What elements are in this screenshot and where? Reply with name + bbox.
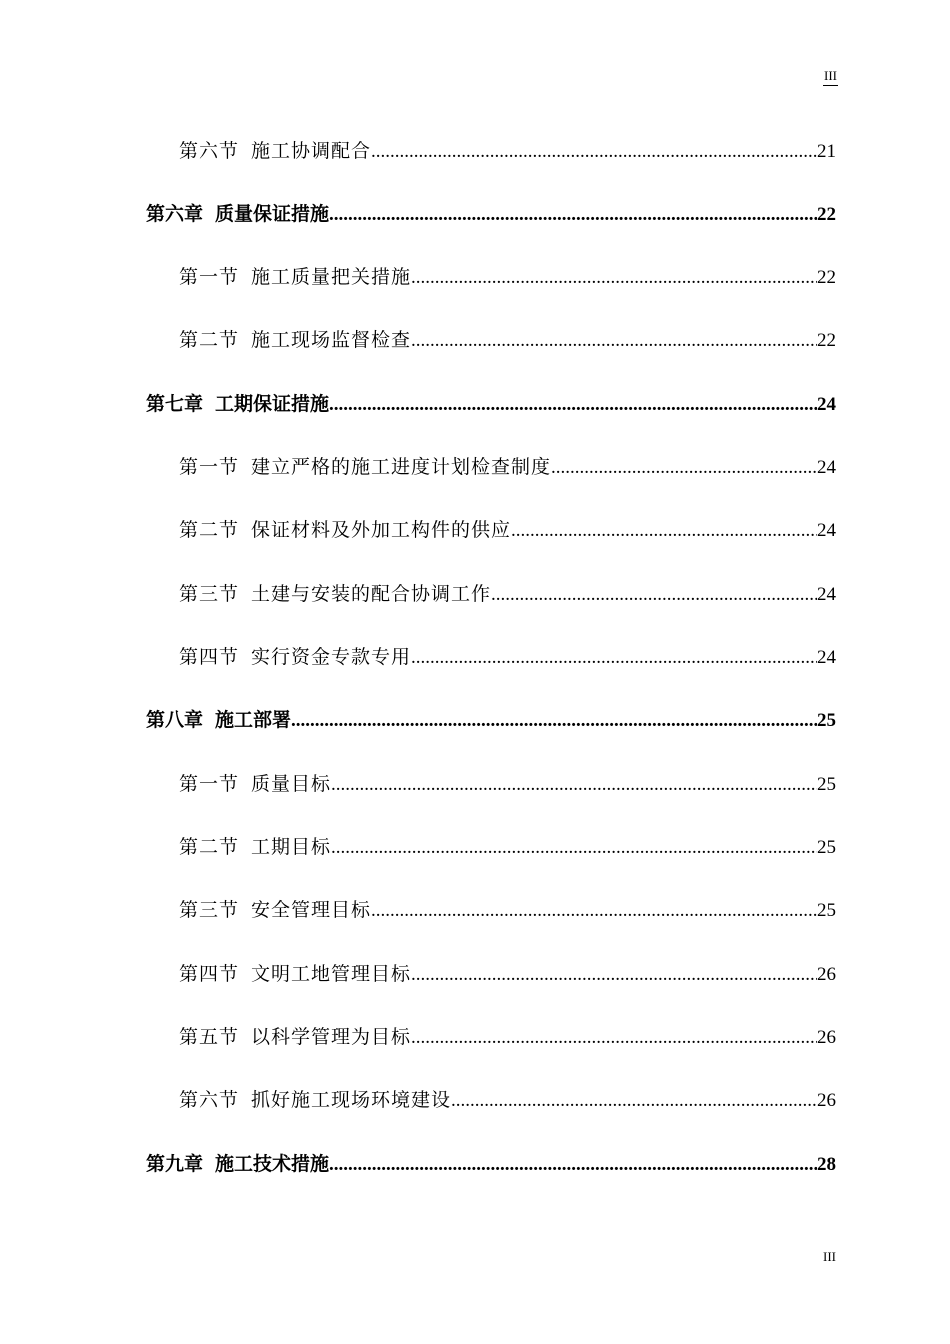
toc-entry-page: 26 <box>817 964 836 985</box>
toc-entry-page: 26 <box>817 1090 836 1111</box>
toc-leader-dots <box>411 644 817 671</box>
toc-leader-dots <box>451 1087 817 1114</box>
toc-entry-label: 第八章 <box>146 709 204 731</box>
footer-page-number: III <box>823 1249 836 1264</box>
toc-leader-dots <box>331 834 817 861</box>
toc-leader-dots <box>291 707 817 734</box>
toc-entry-label: 第六章 <box>146 203 204 225</box>
toc-entry[interactable] <box>179 1023 836 1051</box>
toc-chapter[interactable] <box>146 200 836 228</box>
toc-leader-dots <box>411 961 817 988</box>
toc-entry-title: 以科学管理为目标 <box>251 1026 412 1048</box>
toc-entry-label: 第三节 <box>179 583 240 605</box>
toc-entry-label: 第九章 <box>146 1153 204 1175</box>
toc-leader-dots <box>411 327 817 354</box>
toc-entry-label: 第四节 <box>179 646 240 668</box>
toc-entry-title: 实行资金专款专用 <box>251 646 412 668</box>
toc-chapter[interactable] <box>146 1150 836 1178</box>
toc-entry-label: 第二节 <box>179 836 240 858</box>
toc-entry-page: 26 <box>817 1027 836 1048</box>
toc-entry-title: 抓好施工现场环境建设 <box>251 1089 452 1111</box>
toc-chapter[interactable] <box>146 390 836 418</box>
toc-entry[interactable] <box>179 833 836 861</box>
toc-entry[interactable] <box>179 263 836 291</box>
toc-leader-dots <box>411 1024 817 1051</box>
toc-leader-dots <box>411 264 817 291</box>
toc-leader-dots <box>491 581 817 608</box>
toc-entry[interactable] <box>179 1086 836 1114</box>
toc-entry-label: 第一节 <box>179 773 240 795</box>
toc-entry[interactable] <box>179 453 836 481</box>
toc-entry-title: 建立严格的施工进度计划检查制度 <box>251 456 552 478</box>
toc-entry[interactable] <box>179 896 836 924</box>
toc-entry-page: 24 <box>817 520 836 541</box>
toc-entry[interactable] <box>179 326 836 354</box>
toc-entry-title: 安全管理目标 <box>251 899 372 921</box>
toc-entry-page: 24 <box>817 584 836 605</box>
toc-leader-dots <box>331 771 817 798</box>
toc-entry-page: 22 <box>817 267 836 288</box>
toc-entry-label: 第六节 <box>179 140 240 162</box>
toc-entry[interactable] <box>179 580 836 608</box>
toc-entry-page: 28 <box>817 1154 836 1175</box>
toc-entry-label: 第七章 <box>146 393 204 415</box>
toc-entry-title: 保证材料及外加工构件的供应 <box>251 519 512 541</box>
toc-entry-label: 第一节 <box>179 456 240 478</box>
toc-entry-page: 22 <box>817 330 836 351</box>
toc-entry-label: 第二节 <box>179 329 240 351</box>
toc-entry-page: 24 <box>817 647 836 668</box>
toc-entry-label: 第一节 <box>179 266 240 288</box>
toc-entry-page: 24 <box>817 457 836 478</box>
toc-entry-title: 施工部署 <box>215 709 292 731</box>
toc-entry-page: 21 <box>817 141 836 162</box>
toc-entry-title: 工期保证措施 <box>215 393 330 415</box>
toc-leader-dots <box>371 897 817 924</box>
toc-entry-label: 第四节 <box>179 963 240 985</box>
toc-entry-page: 25 <box>817 837 836 858</box>
toc-entry[interactable] <box>179 643 836 671</box>
toc-leader-dots <box>511 517 817 544</box>
toc-entry-title: 施工现场监督检查 <box>251 329 412 351</box>
toc-entry-title: 工期目标 <box>251 836 332 858</box>
toc-entry-page: 25 <box>817 710 836 731</box>
toc-leader-dots <box>329 391 817 418</box>
toc-entry[interactable] <box>179 770 836 798</box>
toc-entry-label: 第五节 <box>179 1026 240 1048</box>
toc-entry-label: 第三节 <box>179 899 240 921</box>
toc-entry[interactable] <box>179 137 836 165</box>
toc-entry[interactable] <box>179 516 836 544</box>
toc-entry-title: 施工技术措施 <box>215 1153 330 1175</box>
toc-entry-title: 质量目标 <box>251 773 332 795</box>
header-page-number: III <box>823 68 838 86</box>
toc-entry[interactable] <box>179 960 836 988</box>
toc-entry-page: 22 <box>817 204 836 225</box>
toc-leader-dots <box>329 1151 817 1178</box>
toc-entry-title: 施工协调配合 <box>251 140 372 162</box>
toc-entry-page: 25 <box>817 774 836 795</box>
toc-entry-title: 文明工地管理目标 <box>251 963 412 985</box>
toc-entry-label: 第六节 <box>179 1089 240 1111</box>
toc-leader-dots <box>371 138 817 165</box>
toc-entry-page: 24 <box>817 394 836 415</box>
toc-leader-dots <box>551 454 817 481</box>
toc-entry-label: 第二节 <box>179 519 240 541</box>
toc-chapter[interactable] <box>146 706 836 734</box>
toc-leader-dots <box>329 201 817 228</box>
toc-entry-title: 质量保证措施 <box>215 203 330 225</box>
toc-entry-page: 25 <box>817 900 836 921</box>
toc-entry-title: 施工质量把关措施 <box>251 266 412 288</box>
toc-entry-title: 土建与安装的配合协调工作 <box>251 583 492 605</box>
